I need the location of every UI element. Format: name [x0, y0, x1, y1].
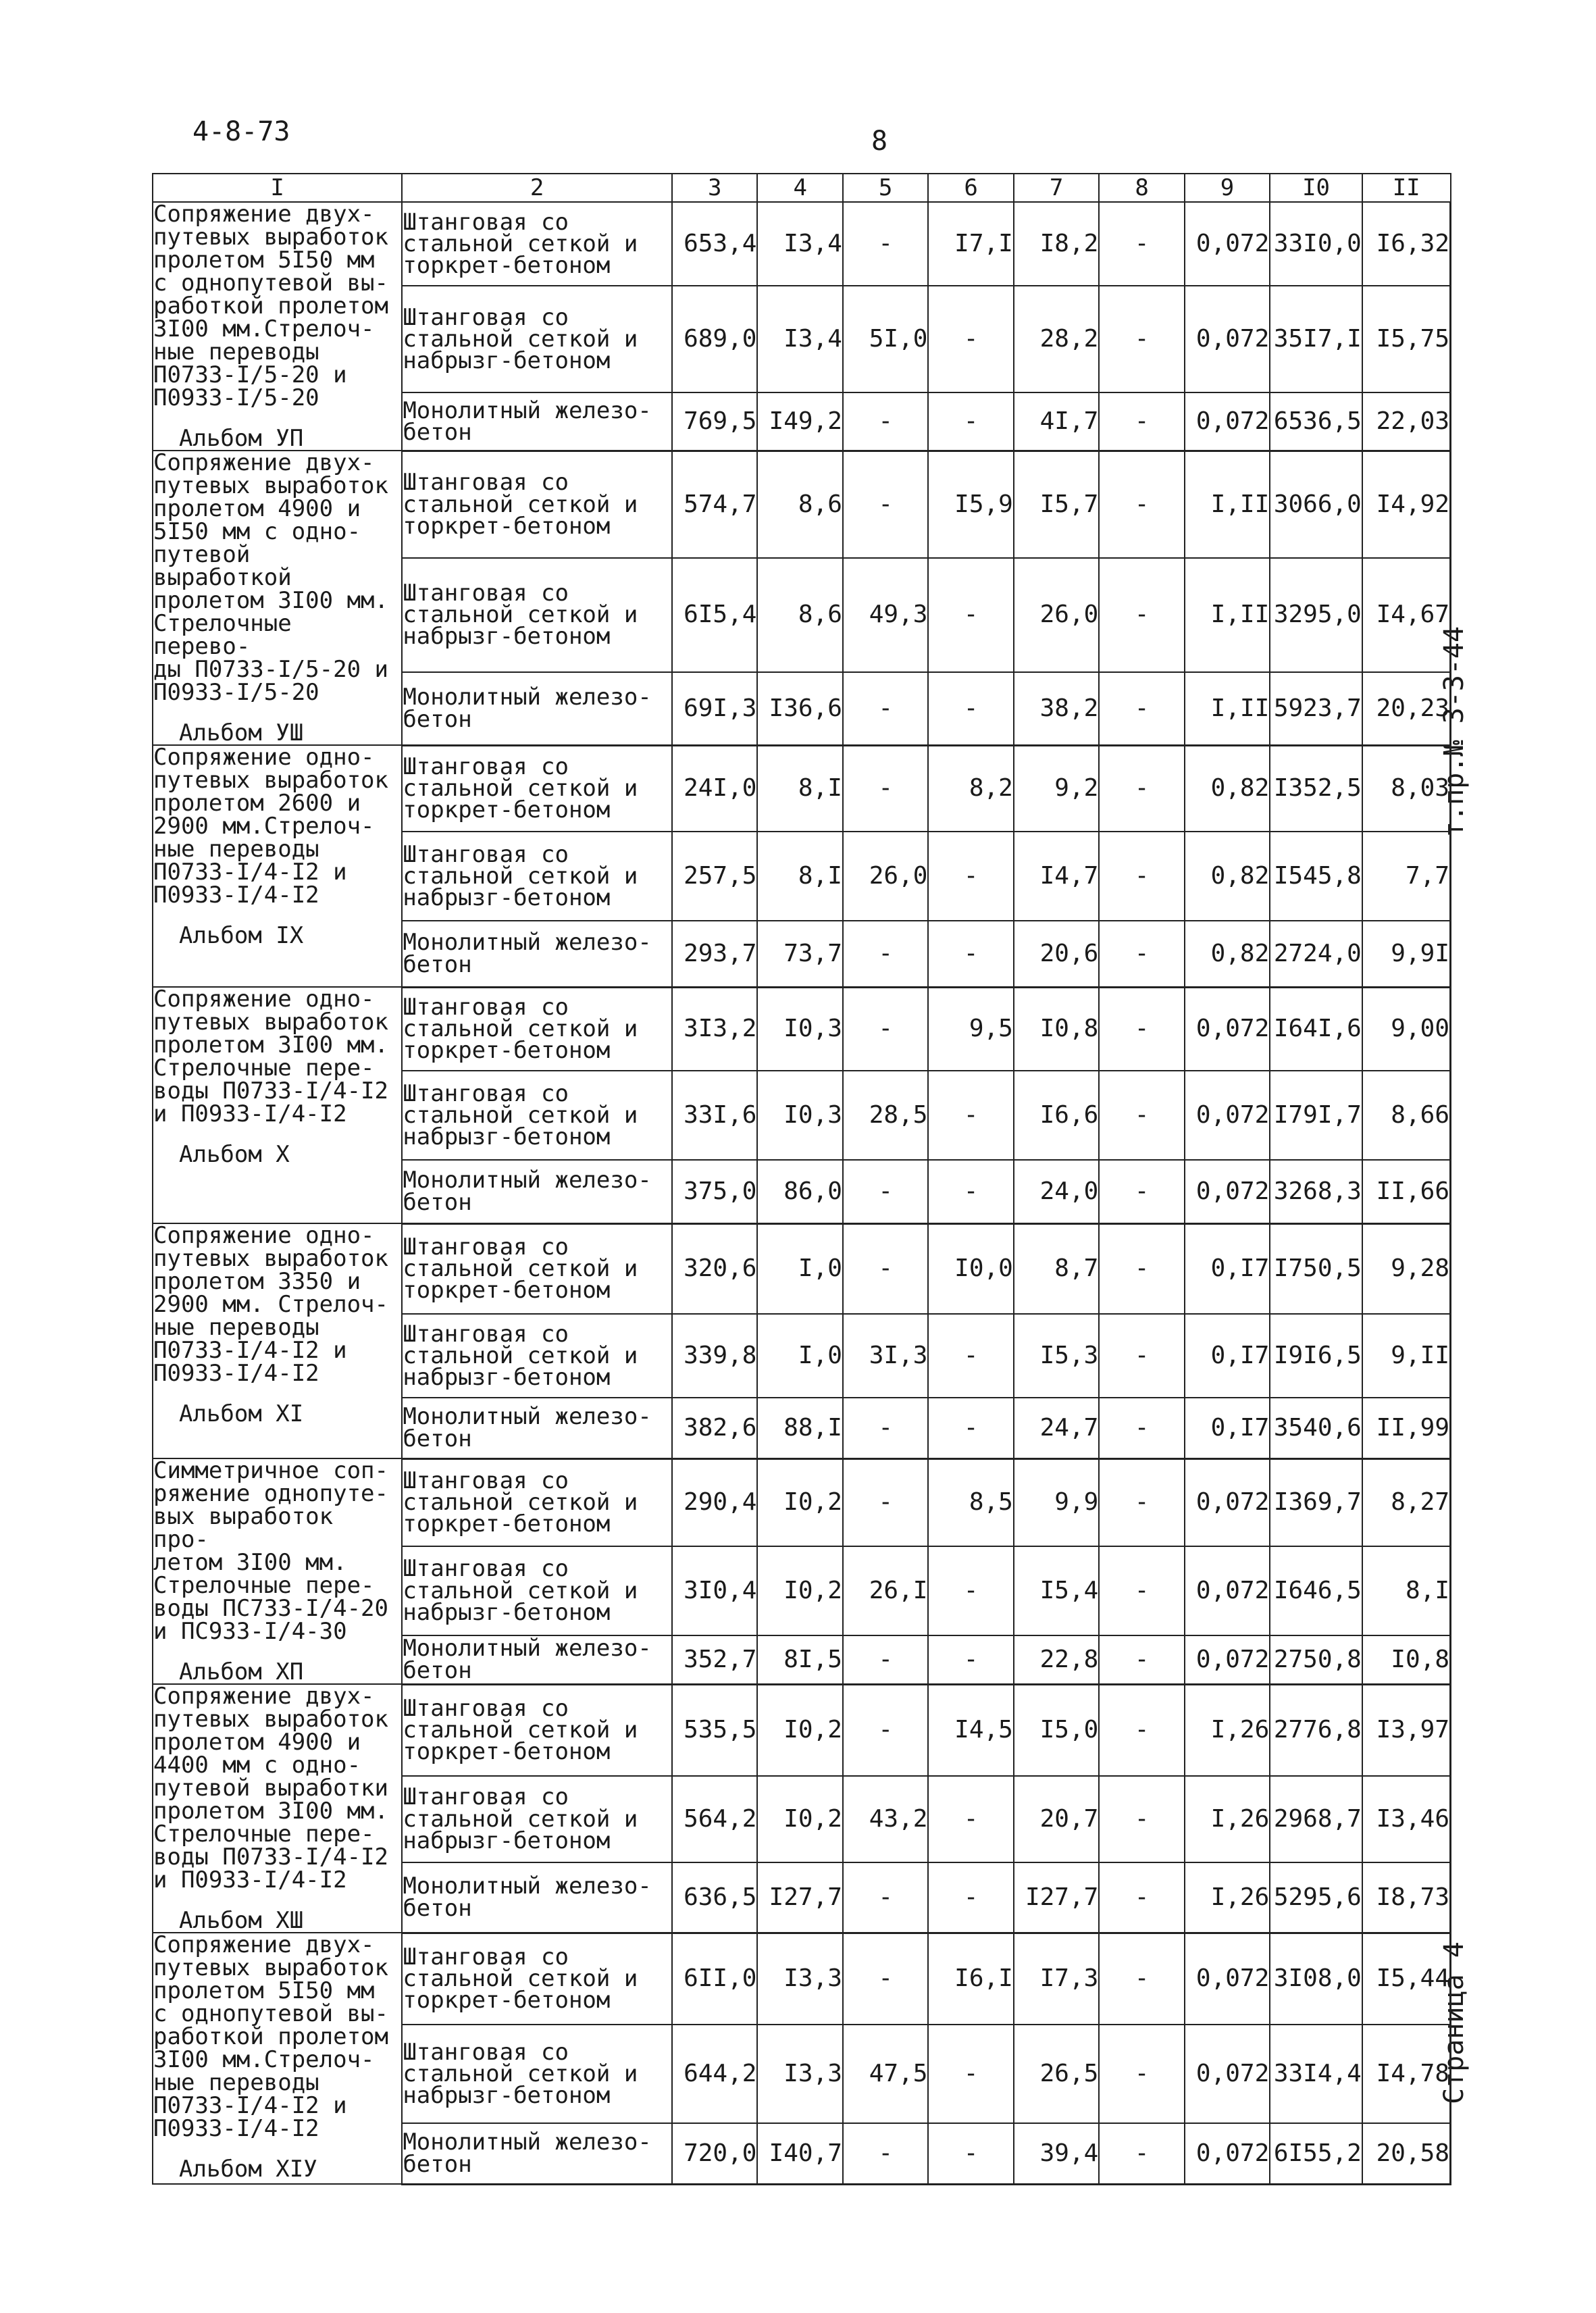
value-cell: I8,2	[1014, 202, 1099, 286]
value-cell: 86,0	[757, 1160, 842, 1223]
value-cell: 320,6	[672, 1223, 757, 1314]
value-cell: 3I,3	[843, 1314, 928, 1398]
value-cell: -	[928, 1160, 1013, 1223]
value-cell: I4,5	[928, 1684, 1013, 1776]
value-cell: -	[1099, 1776, 1184, 1862]
support-type-cell: Штанговая со стальной сеткой и торкрет-бетоном	[402, 987, 672, 1071]
col-header: II	[1362, 174, 1451, 202]
value-cell: -	[928, 1314, 1013, 1398]
value-cell: 9,2	[1014, 745, 1099, 832]
value-cell: 28,5	[843, 1071, 928, 1160]
value-cell: I5,75	[1362, 286, 1451, 392]
value-cell: 43,2	[843, 1776, 928, 1862]
value-cell: I8,73	[1362, 1862, 1451, 1933]
value-cell: I,II	[1185, 558, 1270, 672]
value-cell: 0,072	[1185, 2123, 1270, 2184]
document-code: 4-8-73	[192, 116, 290, 147]
value-cell: 24,7	[1014, 1398, 1099, 1458]
support-type-cell: Штанговая со стальной сеткой и набрызг-бетоном	[402, 1776, 672, 1862]
value-cell: 769,5	[672, 392, 757, 451]
margin-document-code: т.пр.№ 3-3-44	[1439, 626, 1470, 838]
value-cell: 535,5	[672, 1684, 757, 1776]
value-cell: 0,82	[1185, 745, 1270, 832]
value-cell: 26,0	[1014, 558, 1099, 672]
value-cell: I0,3	[757, 987, 842, 1071]
col-header: 2	[402, 174, 672, 202]
value-cell: -	[1099, 202, 1184, 286]
value-cell: -	[843, 202, 928, 286]
value-cell: I0,0	[928, 1223, 1013, 1314]
value-cell: -	[1099, 286, 1184, 392]
value-cell: 0,I7	[1185, 1398, 1270, 1458]
value-cell: 73,7	[757, 921, 842, 987]
value-cell: 3295,0	[1270, 558, 1362, 672]
value-cell: I,0	[757, 1314, 842, 1398]
value-cell: I0,8	[1014, 987, 1099, 1071]
value-cell: 0,072	[1185, 1933, 1270, 2025]
value-cell: -	[1099, 1314, 1184, 1398]
value-cell: 290,4	[672, 1458, 757, 1546]
value-cell: 689,0	[672, 286, 757, 392]
value-cell: 257,5	[672, 832, 757, 921]
value-cell: 3540,6	[1270, 1398, 1362, 1458]
support-type-cell: Монолитный железо- бетон	[402, 1635, 672, 1684]
value-cell: I5,4	[1014, 1546, 1099, 1635]
col-header: I	[153, 174, 402, 202]
value-cell: 720,0	[672, 2123, 757, 2184]
album-label: Альбом УП	[179, 425, 304, 452]
support-type-cell: Монолитный железо- бетон	[402, 392, 672, 451]
value-cell: I0,2	[757, 1458, 842, 1546]
table-row	[153, 1458, 1451, 1546]
junction-description-cell	[153, 202, 402, 451]
value-cell: 9,9	[1014, 1458, 1099, 1546]
value-cell: -	[928, 558, 1013, 672]
support-type-cell: Штанговая со стальной сеткой и торкрет-бетоном	[402, 202, 672, 286]
value-cell: 375,0	[672, 1160, 757, 1223]
value-cell: -	[1099, 1933, 1184, 2025]
value-cell: -	[843, 921, 928, 987]
value-cell: 9,5	[928, 987, 1013, 1071]
table-row	[153, 451, 1451, 558]
value-cell: I,II	[1185, 672, 1270, 745]
album-label: Альбом УШ	[179, 719, 304, 746]
value-cell: I369,7	[1270, 1458, 1362, 1546]
value-cell: 9,9I	[1362, 921, 1451, 987]
value-cell: 8,6	[757, 558, 842, 672]
value-cell: I,26	[1185, 1684, 1270, 1776]
col-header: 8	[1099, 174, 1184, 202]
value-cell: 0,I7	[1185, 1223, 1270, 1314]
value-cell: -	[843, 745, 928, 832]
value-cell: -	[843, 672, 928, 745]
value-cell: 8,03	[1362, 745, 1451, 832]
value-cell: 0,072	[1185, 1458, 1270, 1546]
value-cell: 38,2	[1014, 672, 1099, 745]
value-cell: 574,7	[672, 451, 757, 558]
value-cell: 382,6	[672, 1398, 757, 1458]
value-cell: 35I7,I	[1270, 286, 1362, 392]
margin-page-label: Страница 4	[1439, 1941, 1470, 2104]
value-cell: -	[928, 392, 1013, 451]
table-row	[153, 202, 1451, 286]
value-cell: 0,072	[1185, 1071, 1270, 1160]
value-cell: 6I5,4	[672, 558, 757, 672]
value-cell: -	[843, 1684, 928, 1776]
value-cell: -	[928, 1546, 1013, 1635]
value-cell: 653,4	[672, 202, 757, 286]
value-cell: 0,072	[1185, 2025, 1270, 2123]
value-cell: 8,5	[928, 1458, 1013, 1546]
value-cell: 8,I	[757, 832, 842, 921]
value-cell: I0,2	[757, 1776, 842, 1862]
value-cell: 33I0,0	[1270, 202, 1362, 286]
value-cell: 0,072	[1185, 1546, 1270, 1635]
value-cell: 47,5	[843, 2025, 928, 2123]
value-cell: I4,67	[1362, 558, 1451, 672]
col-header: 4	[757, 174, 842, 202]
value-cell: 3I08,0	[1270, 1933, 1362, 2025]
support-type-cell: Монолитный железо- бетон	[402, 1862, 672, 1933]
value-cell: -	[1099, 2025, 1184, 2123]
table-row	[153, 745, 1451, 832]
value-cell: 0,82	[1185, 921, 1270, 987]
support-type-cell: Штанговая со стальной сеткой и набрызг-бетоном	[402, 558, 672, 672]
value-cell: 8,2	[928, 745, 1013, 832]
value-cell: -	[928, 1071, 1013, 1160]
value-cell: I750,5	[1270, 1223, 1362, 1314]
value-cell: 26,5	[1014, 2025, 1099, 2123]
value-cell: I0,2	[757, 1546, 842, 1635]
support-type-cell: Штанговая со стальной сеткой и набрызг-бетоном	[402, 2025, 672, 2123]
page-number: 8	[871, 126, 888, 157]
value-cell: I5,3	[1014, 1314, 1099, 1398]
value-cell: -	[1099, 921, 1184, 987]
value-cell: I3,4	[757, 286, 842, 392]
value-cell: 9,II	[1362, 1314, 1451, 1398]
value-cell: I,0	[757, 1223, 842, 1314]
support-type-cell: Штанговая со стальной сеткой и набрызг-бетоном	[402, 1546, 672, 1635]
value-cell: I79I,7	[1270, 1071, 1362, 1160]
value-cell: 2776,8	[1270, 1684, 1362, 1776]
junction-description: Сопряжение двух- путевых выработок пролетом 4900 и 4400 мм с одно- путевой выработки пролетом 3I00 мм. Стрелочные пере- воды П0733-I/4-I2 и П0933-I/4-I2	[153, 1683, 388, 1893]
value-cell: -	[843, 1458, 928, 1546]
value-cell: 6II,0	[672, 1933, 757, 2025]
value-cell: I352,5	[1270, 745, 1362, 832]
value-cell: I3,97	[1362, 1684, 1451, 1776]
value-cell: 8,I	[1362, 1546, 1451, 1635]
value-cell: 0,072	[1185, 202, 1270, 286]
junction-description-cell	[153, 1458, 402, 1684]
support-type-cell: Монолитный железо- бетон	[402, 1160, 672, 1223]
support-type-cell: Штанговая со стальной сеткой и торкрет-бетоном	[402, 745, 672, 832]
value-cell: -	[843, 1635, 928, 1684]
value-cell: -	[843, 451, 928, 558]
value-cell: -	[1099, 832, 1184, 921]
value-cell: I4,78	[1362, 2025, 1451, 2123]
value-cell: I3,46	[1362, 1776, 1451, 1862]
support-type-cell: Штанговая со стальной сеткой и торкрет-бетоном	[402, 1223, 672, 1314]
col-header: I0	[1270, 174, 1362, 202]
value-cell: I6,6	[1014, 1071, 1099, 1160]
value-cell: II,99	[1362, 1398, 1451, 1458]
junction-description-cell	[153, 745, 402, 987]
album-label: Альбом ХП	[179, 1658, 304, 1685]
value-cell: -	[1099, 1862, 1184, 1933]
album-label: Альбом X	[179, 1141, 290, 1168]
table-row	[153, 1933, 1451, 2025]
col-header: 9	[1185, 174, 1270, 202]
value-cell: I9I6,5	[1270, 1314, 1362, 1398]
value-cell: I0,3	[757, 1071, 842, 1160]
value-cell: 0,072	[1185, 286, 1270, 392]
value-cell: -	[1099, 987, 1184, 1071]
value-cell: -	[1099, 1458, 1184, 1546]
value-cell: -	[1099, 1635, 1184, 1684]
value-cell: -	[1099, 1223, 1184, 1314]
value-cell: 636,5	[672, 1862, 757, 1933]
value-cell: -	[1099, 451, 1184, 558]
value-cell: I5,9	[928, 451, 1013, 558]
value-cell: 8,7	[1014, 1223, 1099, 1314]
value-cell: 8,I	[757, 745, 842, 832]
value-cell: 6I55,2	[1270, 2123, 1362, 2184]
value-cell: I0,2	[757, 1684, 842, 1776]
value-cell: -	[1099, 1160, 1184, 1223]
value-cell: 0,072	[1185, 1635, 1270, 1684]
value-cell: 26,I	[843, 1546, 928, 1635]
value-cell: 0,072	[1185, 392, 1270, 451]
value-cell: 644,2	[672, 2025, 757, 2123]
value-cell: I,26	[1185, 1862, 1270, 1933]
value-cell: -	[843, 1933, 928, 2025]
value-cell: 88,I	[757, 1398, 842, 1458]
value-cell: -	[928, 286, 1013, 392]
value-cell: -	[843, 1223, 928, 1314]
value-cell: 6536,5	[1270, 392, 1362, 451]
support-type-cell: Штанговая со стальной сеткой и торкрет-бетоном	[402, 1684, 672, 1776]
value-cell: 3I0,4	[672, 1546, 757, 1635]
value-cell: I0,8	[1362, 1635, 1451, 1684]
value-cell: 22,8	[1014, 1635, 1099, 1684]
value-cell: 26,0	[843, 832, 928, 921]
support-type-cell: Монолитный железо- бетон	[402, 672, 672, 745]
value-cell: -	[1099, 672, 1184, 745]
value-cell: 9,28	[1362, 1223, 1451, 1314]
value-cell: 3066,0	[1270, 451, 1362, 558]
value-cell: -	[928, 2123, 1013, 2184]
value-cell: -	[1099, 392, 1184, 451]
value-cell: 22,03	[1362, 392, 1451, 451]
value-cell: 8,66	[1362, 1071, 1451, 1160]
value-cell: 5923,7	[1270, 672, 1362, 745]
value-cell: 0,82	[1185, 832, 1270, 921]
support-type-cell: Монолитный железо- бетон	[402, 2123, 672, 2184]
value-cell: I36,6	[757, 672, 842, 745]
col-header: 7	[1014, 174, 1099, 202]
value-cell: -	[843, 1862, 928, 1933]
junction-description: Симметричное соп- ряжение однопуте- вых выработок про- летом 3I00 мм. Стрелочные пере- воды ПС733-I/4-20 и ПС933-I/4-30	[153, 1457, 388, 1645]
value-cell: -	[1099, 1546, 1184, 1635]
junction-description-cell	[153, 1223, 402, 1458]
album-label: Альбом IX	[179, 922, 304, 949]
value-cell: 0,I7	[1185, 1314, 1270, 1398]
value-cell: I3,3	[757, 1933, 842, 2025]
value-cell: 0,072	[1185, 987, 1270, 1071]
value-cell: I545,8	[1270, 832, 1362, 921]
data-table	[152, 173, 1451, 2185]
junction-description-cell	[153, 451, 402, 745]
value-cell: -	[1099, 1398, 1184, 1458]
value-cell: -	[1099, 1071, 1184, 1160]
junction-description-cell	[153, 1684, 402, 1933]
value-cell: 24,0	[1014, 1160, 1099, 1223]
value-cell: -	[843, 987, 928, 1071]
junction-description: Сопряжение одно- путевых выработок пролетом 3I00 мм. Стрелочные пере- воды П0733-I/4-I2 и П0933-I/4-I2	[153, 986, 388, 1127]
table-body	[153, 202, 1451, 2184]
value-cell: I4,7	[1014, 832, 1099, 921]
value-cell: -	[843, 2123, 928, 2184]
value-cell: 39,4	[1014, 2123, 1099, 2184]
value-cell: 3I3,2	[672, 987, 757, 1071]
value-cell: 9,00	[1362, 987, 1451, 1071]
value-cell: 0,072	[1185, 1160, 1270, 1223]
junction-description: Сопряжение двух- путевых выработок пролетом 4900 и 5I50 мм с одно- путевой выработкой пролетом 3I00 мм. Стрелочные перево- ды П0733-I/5-20 и П0933-I/5-20	[153, 449, 388, 706]
album-label: Альбом XIУ	[179, 2156, 317, 2183]
value-cell: 2724,0	[1270, 921, 1362, 987]
table-row	[153, 987, 1451, 1071]
junction-description: Сопряжение двух- путевых выработок пролетом 5I50 мм с однопутевой вы- работкой пролетом 3I00 мм.Стрелоч- ные переводы П0733-I/4-I2 и П0933-I/4-I2	[153, 1931, 388, 2142]
value-cell: I27,7	[757, 1862, 842, 1933]
col-header: 6	[928, 174, 1013, 202]
value-cell: 69I,3	[672, 672, 757, 745]
value-cell: 33I,6	[672, 1071, 757, 1160]
support-type-cell: Штанговая со стальной сеткой и торкрет-бетоном	[402, 1458, 672, 1546]
col-header: 3	[672, 174, 757, 202]
value-cell: -	[843, 1160, 928, 1223]
header-row	[153, 174, 1451, 202]
value-cell: -	[843, 392, 928, 451]
value-cell: I5,0	[1014, 1684, 1099, 1776]
support-type-cell: Штанговая со стальной сеткой и набрызг-бетоном	[402, 286, 672, 392]
value-cell: I5,44	[1362, 1933, 1451, 2025]
value-cell: -	[928, 921, 1013, 987]
album-label: Альбом XI	[179, 1400, 304, 1427]
value-cell: 293,7	[672, 921, 757, 987]
col-header: 5	[843, 174, 928, 202]
support-type-cell: Монолитный железо- бетон	[402, 921, 672, 987]
album-label: Альбом ХШ	[179, 1907, 304, 1934]
value-cell: I3,4	[757, 202, 842, 286]
value-cell: -	[928, 2025, 1013, 2123]
value-cell: I4,92	[1362, 451, 1451, 558]
value-cell: I40,7	[757, 2123, 842, 2184]
value-cell: I49,2	[757, 392, 842, 451]
value-cell: 8I,5	[757, 1635, 842, 1684]
value-cell: 352,7	[672, 1635, 757, 1684]
value-cell: 7,7	[1362, 832, 1451, 921]
support-type-cell: Штанговая со стальной сеткой и набрызг-бетоном	[402, 832, 672, 921]
value-cell: I5,7	[1014, 451, 1099, 558]
value-cell: I7,3	[1014, 1933, 1099, 2025]
value-cell: 28,2	[1014, 286, 1099, 392]
junction-description: Сопряжение двух- путевых выработок пролетом 5I50 мм с однопутевой вы- работкой пролетом 3I00 мм.Стрелоч- ные переводы П0733-I/5-20 и П0933-I/5-20	[153, 201, 388, 411]
support-type-cell: Штанговая со стальной сеткой и набрызг-бетоном	[402, 1071, 672, 1160]
value-cell: 20,23	[1362, 672, 1451, 745]
support-type-cell: Штанговая со стальной сеткой и торкрет-бетоном	[402, 1933, 672, 2025]
value-cell: I27,7	[1014, 1862, 1099, 1933]
value-cell: -	[928, 1635, 1013, 1684]
value-cell: I6,32	[1362, 202, 1451, 286]
value-cell: -	[928, 672, 1013, 745]
value-cell: 8,6	[757, 451, 842, 558]
value-cell: 20,7	[1014, 1776, 1099, 1862]
value-cell: -	[1099, 558, 1184, 672]
table-row	[153, 1223, 1451, 1314]
value-cell: 20,58	[1362, 2123, 1451, 2184]
junction-description-cell	[153, 987, 402, 1223]
value-cell: I3,3	[757, 2025, 842, 2123]
value-cell: II,66	[1362, 1160, 1451, 1223]
junction-description-cell	[153, 1933, 402, 2184]
value-cell: I7,I	[928, 202, 1013, 286]
value-cell: 564,2	[672, 1776, 757, 1862]
value-cell: I64I,6	[1270, 987, 1362, 1071]
value-cell: 2968,7	[1270, 1776, 1362, 1862]
support-type-cell: Штанговая со стальной сеткой и торкрет-бетоном	[402, 451, 672, 558]
value-cell: I,26	[1185, 1776, 1270, 1862]
value-cell: I,II	[1185, 451, 1270, 558]
value-cell: 33I4,4	[1270, 2025, 1362, 2123]
value-cell: 5I,0	[843, 286, 928, 392]
junction-description: Сопряжение одно- путевых выработок пролетом 3350 и 2900 мм. Стрелоч- ные переводы П0733-I/4-I2 и П0933-I/4-I2	[153, 1222, 388, 1387]
value-cell: -	[1099, 745, 1184, 832]
value-cell: -	[928, 832, 1013, 921]
value-cell: 339,8	[672, 1314, 757, 1398]
value-cell: -	[928, 1776, 1013, 1862]
value-cell: 24I,0	[672, 745, 757, 832]
value-cell: -	[1099, 1684, 1184, 1776]
value-cell: 5295,6	[1270, 1862, 1362, 1933]
value-cell: 4I,7	[1014, 392, 1099, 451]
support-type-cell: Штанговая со стальной сеткой и набрызг-бетоном	[402, 1314, 672, 1398]
value-cell: 2750,8	[1270, 1635, 1362, 1684]
value-cell: 3268,3	[1270, 1160, 1362, 1223]
value-cell: -	[843, 1398, 928, 1458]
value-cell: 8,27	[1362, 1458, 1451, 1546]
value-cell: -	[1099, 2123, 1184, 2184]
table-row	[153, 1684, 1451, 1776]
value-cell: I646,5	[1270, 1546, 1362, 1635]
junction-description: Сопряжение одно- путевых выработок пролетом 2600 и 2900 мм.Стрелоч- ные переводы П0733-I/4-I2 и П0933-I/4-I2	[153, 744, 388, 909]
value-cell: I6,I	[928, 1933, 1013, 2025]
value-cell: -	[928, 1862, 1013, 1933]
support-type-cell: Монолитный железо- бетон	[402, 1398, 672, 1458]
value-cell: -	[928, 1398, 1013, 1458]
value-cell: 20,6	[1014, 921, 1099, 987]
value-cell: 49,3	[843, 558, 928, 672]
